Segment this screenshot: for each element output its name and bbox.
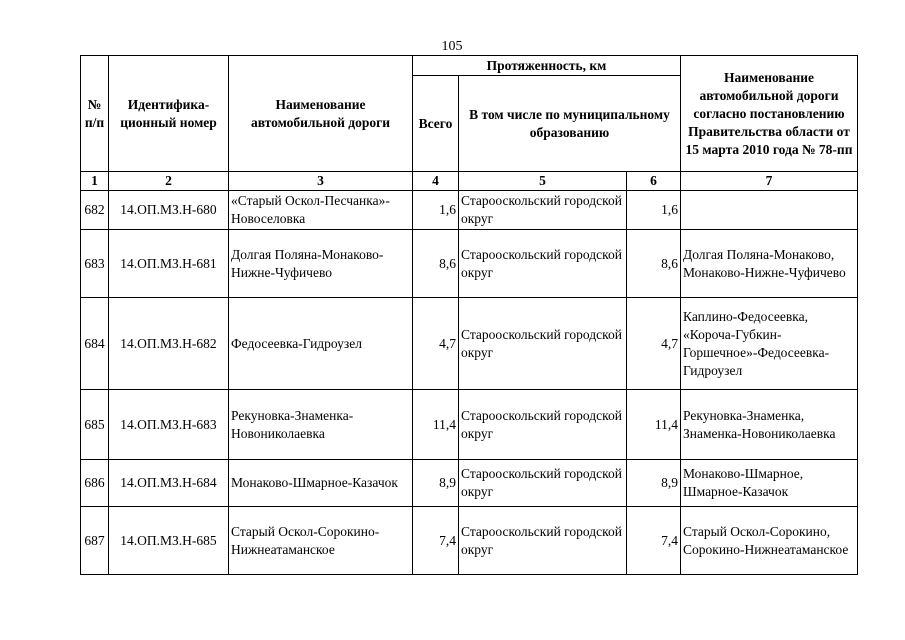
road-id: 14.ОП.МЗ.Н-685 — [109, 507, 229, 575]
column-numbers-row — [81, 172, 858, 191]
table-row — [81, 507, 858, 575]
road-id: 14.ОП.МЗ.Н-682 — [109, 298, 229, 390]
road-id: 14.ОП.МЗ.Н-681 — [109, 230, 229, 298]
municipal-length: 11,4 — [627, 390, 681, 460]
municipality: Старооскольский городской округ — [459, 230, 627, 298]
road-total-length: 8,9 — [413, 460, 459, 507]
header-cell-total: Всего — [413, 76, 459, 172]
header-cell-length-group: Протяженность, км — [413, 56, 681, 76]
decree-road-name — [681, 191, 858, 230]
column-number-1: 1 — [81, 172, 109, 191]
header-cell-municipal: В том числе по муниципальному образованию — [459, 76, 681, 172]
table-row — [81, 191, 858, 230]
road-name: Федосеевка-Гидроузел — [229, 298, 413, 390]
column-number-7: 7 — [681, 172, 858, 191]
road-name: Рекуновка-Знаменка-Новониколаевка — [229, 390, 413, 460]
row-number: 684 — [81, 298, 109, 390]
table-row — [81, 230, 858, 298]
municipal-length: 1,6 — [627, 191, 681, 230]
decree-road-name: Монаково-Шмарное, Шмарное-Казачок — [681, 460, 858, 507]
table-row — [81, 390, 858, 460]
road-name: «Старый Оскол-Песчанка»-Новоселовка — [229, 191, 413, 230]
column-number-2: 2 — [109, 172, 229, 191]
header-cell-road-name: Наименование автомобильной дороги — [229, 56, 413, 172]
road-total-length: 4,7 — [413, 298, 459, 390]
decree-road-name: Старый Оскол-Сорокино, Сорокино-Нижнеатаманское — [681, 507, 858, 575]
column-number-4: 4 — [413, 172, 459, 191]
road-id: 14.ОП.МЗ.Н-683 — [109, 390, 229, 460]
municipal-length: 4,7 — [627, 298, 681, 390]
decree-road-name: Каплино-Федосеевка, «Короча-Губкин-Горшечное»-Федосеевка-Гидроузел — [681, 298, 858, 390]
header-cell-decree-name: Наименование автомобильной дороги согласно постановлению Правительства области от 15 марта 2010 года № 78-пп — [681, 56, 858, 172]
row-number: 685 — [81, 390, 109, 460]
municipality: Старооскольский городской округ — [459, 507, 627, 575]
road-name: Старый Оскол-Сорокино-Нижнеатаманское — [229, 507, 413, 575]
column-number-3: 3 — [229, 172, 413, 191]
municipality: Старооскольский городской округ — [459, 191, 627, 230]
municipality: Старооскольский городской округ — [459, 390, 627, 460]
road-total-length: 8,6 — [413, 230, 459, 298]
road-name: Монаково-Шмарное-Казачок — [229, 460, 413, 507]
table-row — [81, 298, 858, 390]
municipal-length: 7,4 — [627, 507, 681, 575]
municipal-length: 8,9 — [627, 460, 681, 507]
row-number: 683 — [81, 230, 109, 298]
municipality: Старооскольский городской округ — [459, 298, 627, 390]
row-number: 682 — [81, 191, 109, 230]
road-id: 14.ОП.МЗ.Н-684 — [109, 460, 229, 507]
road-id: 14.ОП.МЗ.Н-680 — [109, 191, 229, 230]
column-number-6: 6 — [627, 172, 681, 191]
municipality: Старооскольский городской округ — [459, 460, 627, 507]
road-name: Долгая Поляна-Монаково-Нижне-Чуфичево — [229, 230, 413, 298]
roads-table — [80, 55, 858, 575]
column-number-5: 5 — [459, 172, 627, 191]
header-cell-number: № п/п — [81, 56, 109, 172]
municipal-length: 8,6 — [627, 230, 681, 298]
header-cell-id: Идентифика-ционный номер — [109, 56, 229, 172]
row-number: 687 — [81, 507, 109, 575]
road-total-length: 7,4 — [413, 507, 459, 575]
row-number: 686 — [81, 460, 109, 507]
decree-road-name: Рекуновка-Знаменка, Знаменка-Новониколаевка — [681, 390, 858, 460]
header-row-top — [81, 56, 858, 76]
page-number: 105 — [441, 39, 463, 54]
road-total-length: 1,6 — [413, 191, 459, 230]
table-row — [81, 460, 858, 507]
road-total-length: 11,4 — [413, 390, 459, 460]
decree-road-name: Долгая Поляна-Монаково, Монаково-Нижне-Чуфичево — [681, 230, 858, 298]
